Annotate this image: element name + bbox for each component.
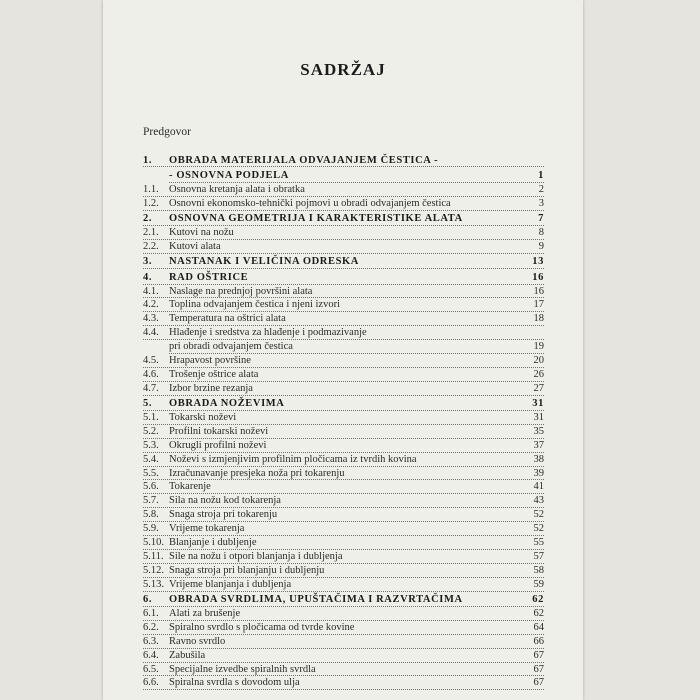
toc-title: Hlađenje i sredstva za hlađenje i podmazivanje	[169, 327, 367, 339]
toc-page-number: 41	[533, 481, 544, 493]
toc-section-row	[143, 550, 544, 564]
toc-page-number: 62	[532, 594, 544, 606]
toc-title: OBRADA SVRDLIMA, UPUŠTAČIMA I RAZVRTAČIMA	[169, 594, 463, 606]
toc-title: pri obradi odvajanjem čestica	[169, 341, 293, 353]
toc-number: 5.5.	[143, 467, 159, 479]
toc-section-row	[143, 522, 544, 536]
toc-chapter-row	[143, 593, 544, 607]
toc-section-row	[143, 564, 544, 578]
toc-section-row	[143, 340, 544, 354]
toc-title: Spiralno svrdlo s pločicama od tvrde kovine	[169, 621, 355, 633]
toc-title: OBRADA NOŽEVIMA	[169, 398, 285, 410]
toc-title: Sile na nožu i otpori blanjanja i dubljenja	[169, 550, 343, 562]
toc-number: 1.	[143, 154, 153, 166]
toc-number: 6.	[143, 594, 153, 606]
dotted-leader	[143, 591, 544, 592]
toc-number: 4.	[143, 271, 153, 283]
toc-title: Osnovni ekonomsko-tehnički pojmovi u obradi odvajanjem čestica	[169, 197, 451, 209]
toc-title: Vrijeme blanjanja i dubljenja	[169, 578, 292, 590]
toc-title: Toplina odvajanjem čestica i njeni izvori	[169, 299, 340, 311]
toc-number: 3.	[143, 256, 153, 268]
toc-number: 4.6.	[143, 368, 159, 380]
toc-number: 5.13.	[143, 578, 164, 590]
toc-chapter-row	[143, 169, 544, 183]
toc-title: OBRADA MATERIJALA ODVAJANJEM ČESTICA -	[169, 154, 439, 166]
toc-title: Kutovi alata	[169, 240, 221, 252]
toc-title: Tokarenje	[169, 481, 211, 493]
toc-section-row	[143, 663, 544, 677]
toc-title: Osnovna kretanja alata i obratka	[169, 183, 305, 195]
toc-section-row	[143, 480, 544, 494]
toc-section-row	[143, 368, 544, 382]
toc-page-number: 19	[533, 341, 544, 353]
toc-title: Vrijeme tokarenja	[169, 523, 245, 535]
toc-title: Noževi s izmjenjivim profilnim pločicama iz tvrdih kovina	[169, 453, 417, 465]
toc-title: Zabušila	[169, 649, 206, 661]
toc-title: Blanjanje i dubljenje	[169, 537, 257, 549]
toc-page-number: 38	[533, 453, 544, 465]
toc-title: - OSNOVNA PODJELA	[169, 169, 289, 181]
toc-number: 5.6.	[143, 481, 159, 493]
toc-number: 2.2.	[143, 240, 159, 252]
toc-number: 4.3.	[143, 313, 159, 325]
toc-page-number: 3	[538, 197, 544, 209]
dotted-leader	[143, 268, 544, 269]
toc-section-row	[143, 494, 544, 508]
toc-page-number: 9	[538, 240, 544, 252]
toc-number: 4.4.	[143, 327, 159, 339]
toc-section-row	[143, 621, 544, 635]
toc-section-row	[143, 676, 544, 690]
toc-title: Izbor brzine rezanja	[169, 382, 253, 394]
toc-page-number: 59	[533, 578, 544, 590]
toc-number: 4.1.	[143, 285, 159, 297]
toc-section-row	[143, 649, 544, 663]
toc-section-row	[143, 285, 544, 299]
toc-chapter-row	[143, 271, 544, 285]
table-of-contents	[143, 152, 544, 690]
toc-section-row	[143, 326, 544, 340]
toc-section-row	[143, 411, 544, 425]
toc-title: Spiralna svrdla s dovodom ulja	[169, 677, 300, 689]
toc-page-number: 35	[533, 425, 544, 437]
toc-section-row	[143, 382, 544, 396]
toc-number: 5.4.	[143, 453, 159, 465]
toc-section-row	[143, 536, 544, 550]
toc-page-number: 16	[532, 271, 544, 283]
toc-title: Temperatura na oštrici alata	[169, 313, 286, 325]
toc-title: Sila na nožu kod tokarenja	[169, 495, 281, 507]
toc-section-row	[143, 312, 544, 326]
toc-number: 6.5.	[143, 663, 159, 675]
toc-title: Ravno svrdlo	[169, 635, 226, 647]
toc-number: 2.	[143, 213, 153, 225]
toc-page-number: 64	[533, 621, 544, 633]
dotted-leader	[143, 166, 544, 167]
toc-number: 5.7.	[143, 495, 159, 507]
toc-number: 5.12.	[143, 564, 164, 576]
toc-section-row	[143, 635, 544, 649]
toc-page-number: 66	[533, 635, 544, 647]
toc-number: 5.11.	[143, 550, 164, 562]
toc-page-number: 7	[538, 213, 544, 225]
toc-number: 4.2.	[143, 299, 159, 311]
toc-section-row	[143, 298, 544, 312]
toc-page-number: 57	[533, 550, 544, 562]
toc-number: 2.1.	[143, 226, 159, 238]
preface-entry: Predgovor	[143, 126, 191, 138]
toc-page-number: 52	[533, 523, 544, 535]
toc-title: Snaga stroja pri tokarenju	[169, 509, 278, 521]
toc-title: Hrapavost površine	[169, 354, 251, 366]
toc-section-row	[143, 197, 544, 211]
toc-page-number: 13	[532, 256, 544, 268]
toc-title: Tokarski noževi	[169, 412, 237, 424]
toc-chapter-row	[143, 255, 544, 269]
toc-title: Naslage na prednjoj površini alata	[169, 285, 313, 297]
toc-page-number: 52	[533, 509, 544, 521]
toc-title: Okrugli profilni noževi	[169, 439, 267, 451]
dotted-leader	[143, 210, 544, 211]
toc-section-row	[143, 226, 544, 240]
toc-number: 4.5.	[143, 354, 159, 366]
toc-title: Profilni tokarski noževi	[169, 425, 269, 437]
toc-page-number: 2	[538, 183, 544, 195]
toc-title: Izračunavanje presjeka noža pri tokarenju	[169, 467, 345, 479]
toc-page-number: 17	[533, 299, 544, 311]
toc-page-number: 27	[533, 382, 544, 394]
toc-title: Trošenje oštrice alata	[169, 368, 259, 380]
toc-page-number: 58	[533, 564, 544, 576]
toc-chapter-row	[143, 397, 544, 411]
toc-number: 6.4.	[143, 649, 159, 661]
dotted-leader	[143, 689, 544, 690]
toc-title: Alati za brušenje	[169, 608, 241, 619]
toc-page-number: 31	[532, 398, 544, 410]
toc-page-number: 37	[533, 439, 544, 451]
dotted-leader	[143, 395, 544, 396]
toc-number: 6.2.	[143, 621, 159, 633]
toc-section-row	[143, 183, 544, 197]
toc-number: 6.1.	[143, 608, 159, 619]
toc-number: 5.2.	[143, 425, 159, 437]
toc-title: RAD OŠTRICE	[169, 271, 249, 283]
toc-section-row	[143, 453, 544, 467]
toc-section-row	[143, 425, 544, 439]
toc-page-number: 16	[533, 285, 544, 297]
toc-page-number: 20	[533, 354, 544, 366]
toc-page-number: 62	[533, 608, 544, 619]
toc-section-row	[143, 578, 544, 592]
toc-page-number: 26	[533, 368, 544, 380]
toc-title: Specijalne izvedbe spiralnih svrdla	[169, 663, 316, 675]
toc-number: 4.7.	[143, 382, 159, 394]
toc-page-number: 67	[533, 677, 544, 689]
toc-number: 5.1.	[143, 412, 159, 424]
toc-page-number: 67	[533, 649, 544, 661]
toc-page-number: 43	[533, 495, 544, 507]
toc-page-number: 1	[538, 169, 544, 181]
toc-section-row	[143, 240, 544, 254]
toc-title: Snaga stroja pri blanjanju i dubljenju	[169, 564, 325, 576]
page-title: SADRŽAJ	[300, 60, 386, 79]
book-page	[103, 0, 583, 700]
toc-page-number: 39	[533, 467, 544, 479]
toc-number: 5.	[143, 398, 153, 410]
toc-page-number: 31	[533, 412, 544, 424]
toc-title: NASTANAK I VELIČINA ODRESKA	[169, 256, 359, 268]
toc-number: 1.1.	[143, 183, 159, 195]
toc-section-row	[143, 508, 544, 522]
toc-section-row	[143, 354, 544, 368]
toc-section-row	[143, 607, 544, 621]
toc-number: 1.2.	[143, 197, 159, 209]
toc-number: 5.3.	[143, 439, 159, 451]
toc-section-row	[143, 439, 544, 453]
toc-page-number: 18	[533, 313, 544, 325]
toc-page-number: 55	[533, 537, 544, 549]
toc-number: 5.10.	[143, 537, 164, 549]
toc-number: 6.3.	[143, 635, 159, 647]
dotted-leader	[143, 253, 544, 254]
toc-number: 5.8.	[143, 509, 159, 521]
toc-section-row	[143, 467, 544, 481]
toc-page-number: 8	[538, 226, 544, 238]
toc-page-number: 67	[533, 663, 544, 675]
toc-number: 6.6.	[143, 677, 159, 689]
toc-title: Kutovi na nožu	[169, 226, 234, 238]
toc-chapter-row	[143, 212, 544, 226]
toc-chapter-row	[143, 154, 544, 168]
toc-title: OSNOVNA GEOMETRIJA I KARAKTERISTIKE ALATA	[169, 213, 463, 225]
toc-number: 5.9.	[143, 523, 159, 535]
